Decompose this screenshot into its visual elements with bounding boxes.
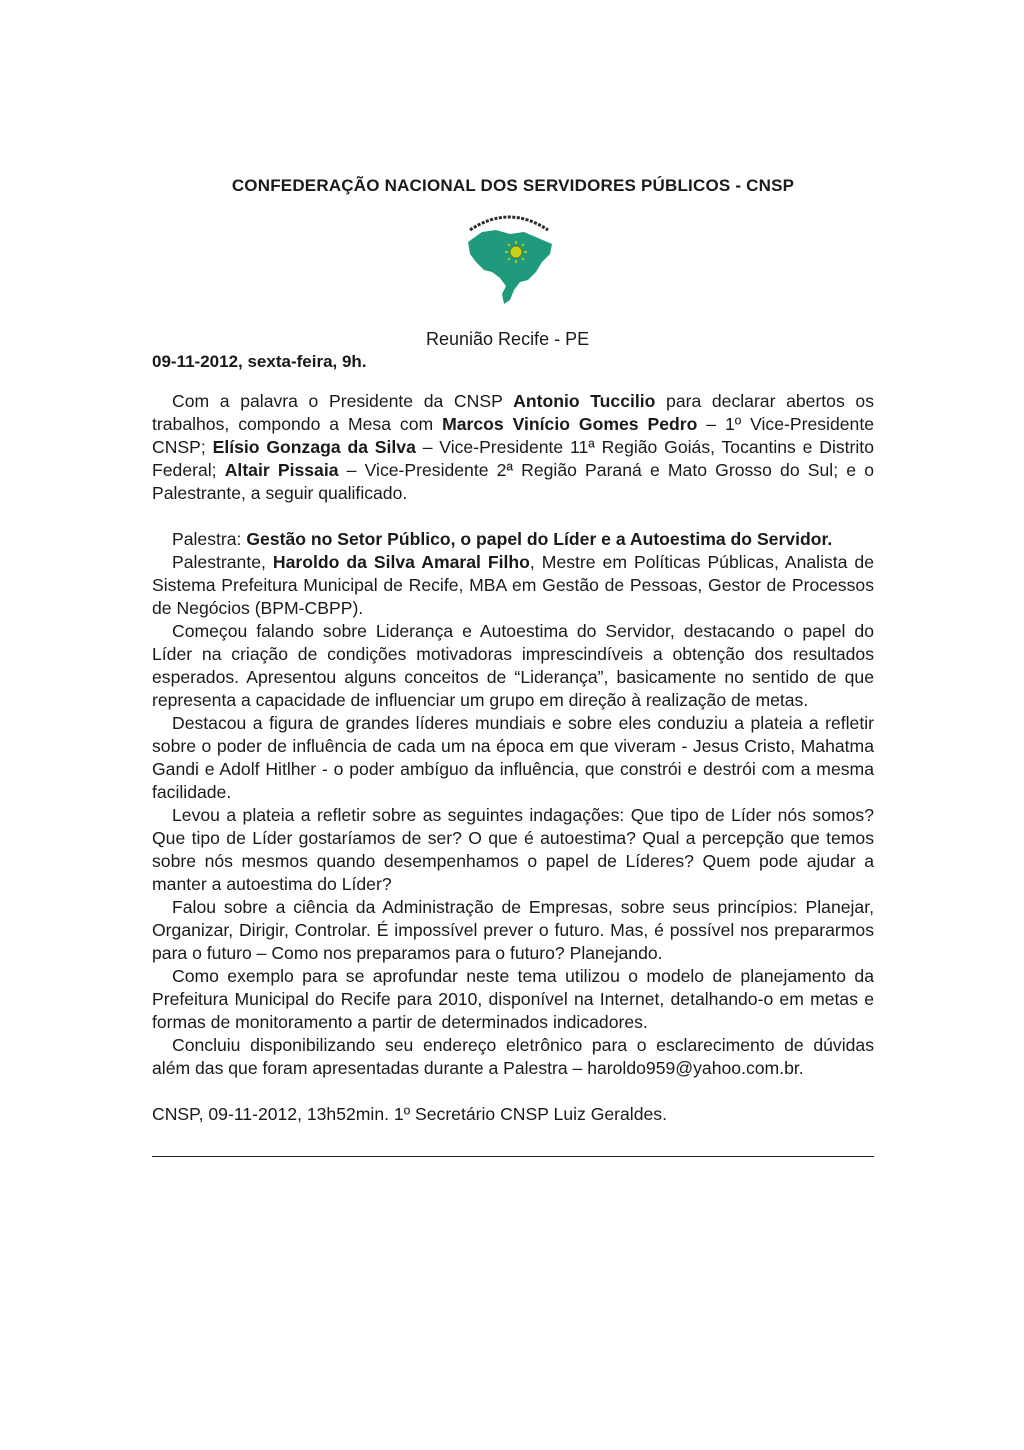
opening-text-3: – 1º Vice-Presidente CNSP; (152, 414, 874, 457)
brazil-map-shape (468, 230, 552, 304)
body-paragraph: Levou a plateia a refletir sobre as seguintes indagações: Que tipo de Líder nós somos? Que tipo de Líder gostaríamos de ser? O que é autoestima? Qual a percepção que temos sobre nós mesmos quando desempenhamos o papel de Líderes? Quem pode ajudar a manter a autoestima do Líder? (152, 805, 874, 894)
closing-divider (152, 1156, 874, 1157)
lecture-paragraph (152, 528, 874, 551)
speaker-bio: , Mestre em Políticas Públicas, Analista de Sistema Prefeitura Municipal de Recife, MBA em Gestão de Pessoas, Gestor de Processos de Negócios (BPM-CBPP). (152, 552, 874, 618)
speaker-label: Palestrante, (172, 552, 273, 572)
signature-line: CNSP, 09-11-2012, 13h52min. 1º Secretário CNSP Luiz Geraldes. (152, 1104, 667, 1124)
vice-president-1-name: Marcos Vinício Gomes Pedro (442, 414, 698, 434)
sun-symbol (510, 246, 522, 258)
opening-text-1: Com a palavra o Presidente da CNSP (172, 391, 514, 411)
speaker-paragraph (152, 551, 874, 620)
body-paragraph: Começou falando sobre Liderança e Autoestima do Servidor, destacando o papel do Líder na criação de condições motivadoras imprescindíveis a obtenção dos resultados esperados. Apresentou alguns conceitos de “Liderança”, basicamente no sentido de que representa a capacidade de influenciar um grupo em direção à realização de metas. (152, 621, 874, 710)
opening-text-4: – Vice-Presidente 11ª Região Goiás, Tocantins e Distrito Federal; (152, 437, 874, 480)
meeting-date: 09-11-2012, sexta-feira, 9h. (152, 352, 367, 371)
minutes-body (152, 390, 874, 1126)
opening-paragraph (152, 390, 874, 505)
opening-text-2: para declarar abertos os trabalhos, compondo a Mesa com (152, 391, 874, 434)
opening-text-5: – Vice-Presidente 2ª Região Paraná e Mato Grosso do Sul; e o Palestrante, a seguir qualificado. (152, 460, 875, 503)
body-paragraph: Concluiu disponibilizando seu endereço eletrônico para o esclarecimento de dúvidas além das que foram apresentadas durante a Palestra – haroldo959@yahoo.com.br. (152, 1035, 874, 1078)
body-paragraph: Como exemplo para se aprofundar neste tema utilizou o modelo de planejamento da Prefeitura Municipal do Recife para 2010, disponível na Internet, detalhando-o em metas e formas de monitoramento a partir de determinados indicadores. (152, 966, 874, 1032)
header-title: CONFEDERAÇÃO NACIONAL DOS SERVIDORES PÚBLICOS - CNSP (231, 176, 795, 195)
logo-ring-arc (470, 217, 548, 230)
body-paragraph: Destacou a figura de grandes líderes mundiais e sobre eles conduziu a plateia a refletir sobre o poder de influência de cada um na época em que viveram - Jesus Cristo, Mahatma Gandi e Adolf Hitlher - o poder ambíguo da influência, que constrói e destrói com a mesma facilidade. (152, 713, 874, 802)
meeting-location: Reunião Recife - PE (426, 329, 590, 349)
vice-president-2-name: Altair Pissaia (224, 460, 339, 480)
vice-president-11-name: Elísio Gonzaga da Silva (212, 437, 416, 457)
speaker-name: Haroldo da Silva Amaral Filho (272, 552, 530, 572)
cnsp-logo-icon (458, 208, 560, 308)
lecture-title: Gestão no Setor Público, o papel do Líder e a Autoestima do Servidor. (246, 529, 833, 549)
body-paragraph: Falou sobre a ciência da Administração de Empresas, sobre seus princípios: Planejar, Organizar, Dirigir, Controlar. É impossível prever o futuro. Mas, é possível nos prepararmos para o futuro – Como nos preparamos para o futuro? Planejando. (152, 897, 874, 963)
lecture-label: Palestra: (172, 529, 247, 549)
president-name: Antonio Tuccilio (513, 391, 656, 411)
